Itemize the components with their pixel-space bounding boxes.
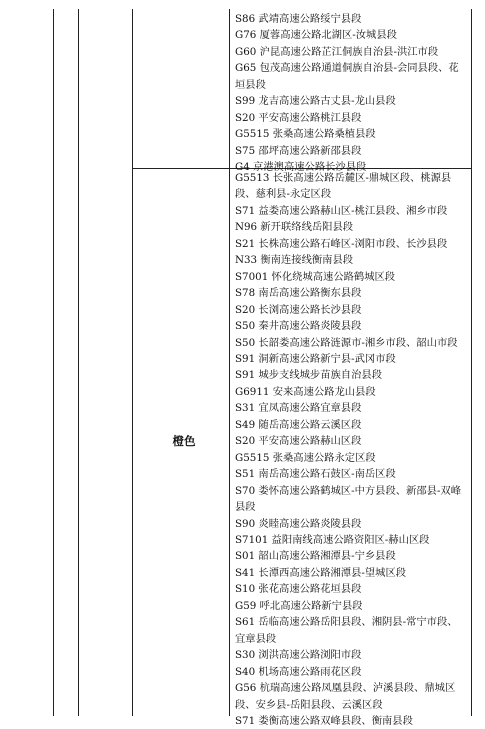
road-item: G60 沪昆高速公路芷江侗族自治县-洪江市段 bbox=[235, 45, 439, 58]
road-item: S20 平安高速公路赫山区段 bbox=[235, 435, 362, 448]
road-item: G59 呼北高速公路新宁县段 bbox=[235, 599, 363, 612]
road-item: S30 浏洪高速公路浏阳市段 bbox=[235, 649, 362, 662]
road-item: S70 娄怀高速公路鹤城区-中方县段、新邵县-双峰县段 bbox=[235, 484, 462, 514]
road-item: S40 机场高速公路雨花区段 bbox=[235, 665, 362, 678]
road-item: S41 长潭西高速公路湘潭县-望城区段 bbox=[235, 566, 407, 579]
table-column-divider-3 bbox=[229, 9, 230, 716]
road-item: S90 炎睦高速公路炎陵县段 bbox=[235, 517, 362, 530]
road-item: S99 龙吉高速公路古丈县-龙山县段 bbox=[235, 95, 396, 108]
road-item: S49 随岳高速公路云溪区段 bbox=[235, 418, 362, 431]
road-item: S91 城步支线城步苗族自治县段 bbox=[235, 369, 382, 382]
road-item: N33 衡南连接线衡南县段 bbox=[235, 254, 354, 267]
road-item: G5515 张桑高速公路桑植县段 bbox=[235, 128, 376, 141]
road-item: G6911 安来高速公路龙山县段 bbox=[235, 385, 376, 398]
road-item: S50 长韶娄高速公路涟源市-湘乡市段、韶山市段 bbox=[235, 336, 458, 349]
road-item: S7101 益阳南线高速公路资阳区-赫山区段 bbox=[235, 533, 430, 546]
road-item: S50 秦井高速公路炎陵县段 bbox=[235, 320, 362, 333]
table-border-left bbox=[53, 9, 54, 716]
road-item: G56 杭瑞高速公路凤凰县段、泸溪县段、鼎城区段、安乡县-岳阳县段、云溪区段 bbox=[235, 682, 456, 711]
table-column-divider-2 bbox=[132, 9, 133, 716]
road-item: S61 岳临高速公路岳阳县段、湘阴县-常宁市段、宜章县段 bbox=[235, 616, 458, 645]
road-item: S75 邵坪高速公路新邵县段 bbox=[235, 144, 362, 157]
road-item: S78 南岳高速公路衡东县段 bbox=[235, 287, 362, 300]
category-label-orange: 橙色 bbox=[172, 434, 196, 448]
table-column-divider-1 bbox=[78, 9, 79, 716]
road-item: S91 洞新高速公路新宁县-武冈市段 bbox=[235, 352, 396, 365]
road-item: S10 张花高速公路花垣县段 bbox=[235, 583, 362, 596]
road-item: G5513 长张高速公路岳麓区-鼎城区段、桃源县段、慈利县-永定区段 bbox=[235, 172, 452, 201]
road-item: S01 韶山高速公路湘潭县-宁乡县段 bbox=[235, 550, 396, 563]
road-item: S51 南岳高速公路石鼓区-南岳区段 bbox=[235, 468, 396, 481]
road-item: G76 厦蓉高速公路北湖区-汝城县段 bbox=[235, 29, 397, 42]
road-item: G5515 张桑高速公路永定区段 bbox=[235, 451, 376, 464]
road-list-orange bbox=[235, 170, 467, 729]
road-item: S20 平安高速公路桃江县段 bbox=[235, 111, 362, 124]
road-item: S31 宜凤高速公路宜章县段 bbox=[235, 402, 362, 415]
road-item: S86 武靖高速公路绥宁县段 bbox=[235, 13, 362, 25]
road-item: G65 包茂高速公路通道侗族自治县-会同县段、花垣县段 bbox=[235, 62, 459, 91]
road-item: S20 长浏高速公路长沙县段 bbox=[235, 303, 362, 316]
road-item: S7001 怀化绕城高速公路鹤城区段 bbox=[235, 270, 396, 283]
road-item: S71 娄衡高速公路双峰县段、衡南县段 bbox=[235, 714, 413, 727]
road-item: G4 京港澳高速公路长沙县段 bbox=[235, 161, 367, 174]
road-item: S21 长株高速公路石峰区-浏阳市段、长沙县段 bbox=[235, 237, 448, 250]
table-border-right bbox=[471, 9, 472, 716]
road-item: N96 新开联络线岳阳县段 bbox=[235, 221, 354, 234]
road-item: S71 益娄高速公路赫山区-桃江县段、湘乡市段 bbox=[235, 204, 448, 217]
road-list-previous-category bbox=[235, 11, 467, 176]
